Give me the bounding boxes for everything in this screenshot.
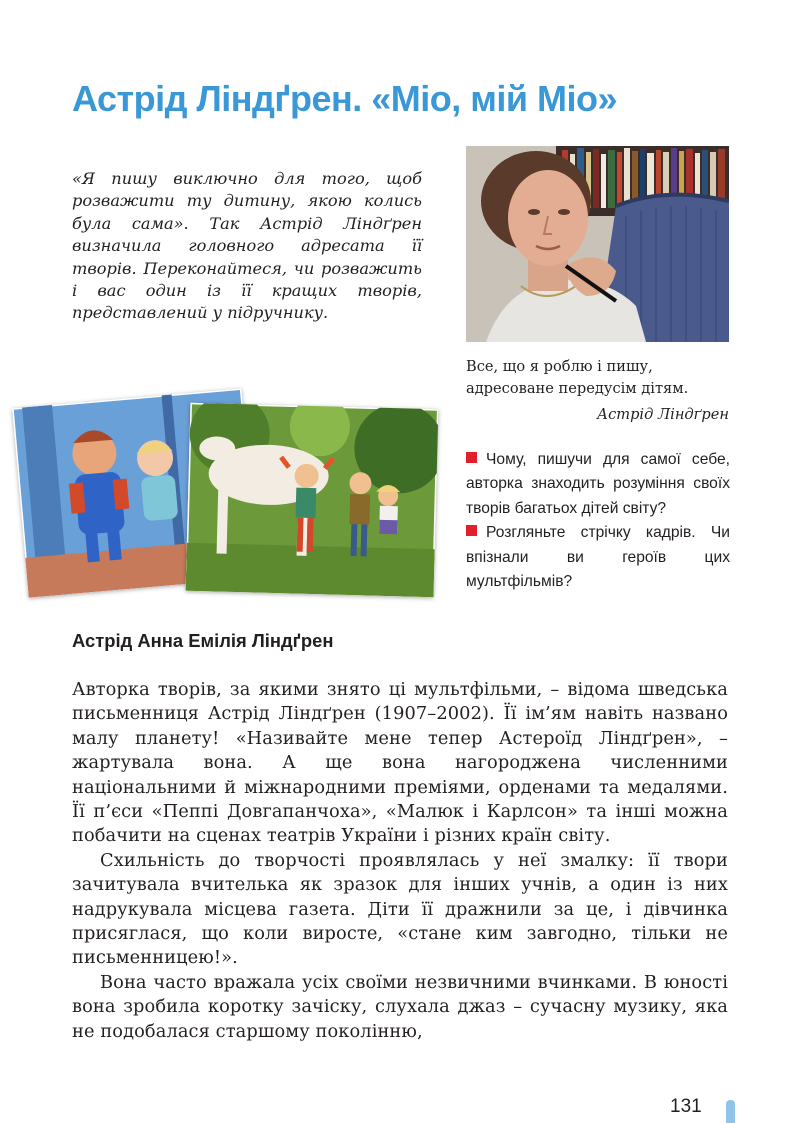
author-portrait-photo (466, 146, 729, 342)
square-bullet-icon (466, 452, 477, 463)
page-title: Астрід Ліндґрен. «Міо, мій Міо» (72, 78, 617, 119)
paragraph: Вона часто вражала усіх своїми незвичними вчинками. В юності вона зробила коротку зачіску, слухала джаз – сучасну музику, яка не подобалася старшому поколінню, (72, 971, 728, 1042)
epigraph: «Я пишу виключно для того, щоб розважити ту дитину, якою колись була сама». Так Астрід Ліндґрен визначила головного адресата її творів. Переконайтеся, чи розважить і вас один із її кращих творів, представлений у підручнику. (72, 169, 422, 323)
cartoon-frame-pippi (186, 403, 439, 597)
questions-block (466, 448, 730, 594)
photo-caption-quote: Все, що я роблю і пишу, адресоване передусім дітям. (466, 358, 689, 397)
page-number: 131 (670, 1096, 702, 1117)
question-item: Чому, пишучи для самої себе, авторка знаходить розуміння своїх творів багатьох дітей світу? (466, 451, 730, 517)
paragraph: Авторка творів, за якими знято ці мультфільми, – відома шведська письменниця Астрід Ліндґрен (1907–2002). Її ім’ям навіть названо малу планету! «Називайте мене тепер Астероїд Ліндґрен», – жартувала вона. А ще вона нагороджена численними національними й міжнародними преміями, орденами та медалями. Її п’єси «Пеппі Довгапанчоха», «Малюк і Карлсон» та інші можна побачити на сценах театрів України і різних країн світу. (72, 679, 728, 847)
body-text (72, 678, 728, 1044)
portrait-illustration (466, 146, 729, 342)
question-item: Розгляньте стрічку кадрів. Чи впізнали ви героїв цих мультфільмів? (466, 524, 730, 591)
cartoon-frames-strip (16, 370, 446, 610)
paragraph: Схильність до творчості проявлялась у неї змалку: її твори зачитувала вчителька як зразок для інших учнів, а один із них надрукувала місцева газета. Діти її дражнили за це, і дівчинка присяглася, що коли виросте, «стане ким завгодно, тільки не письменницею!». (72, 849, 728, 969)
pippi-illustration (186, 403, 439, 597)
square-bullet-icon (466, 525, 477, 536)
page-marker-bar (726, 1100, 735, 1123)
photo-caption-author: Астрід Ліндґрен (597, 406, 729, 423)
section-heading: Астрід Анна Емілія Ліндґрен (72, 630, 334, 651)
